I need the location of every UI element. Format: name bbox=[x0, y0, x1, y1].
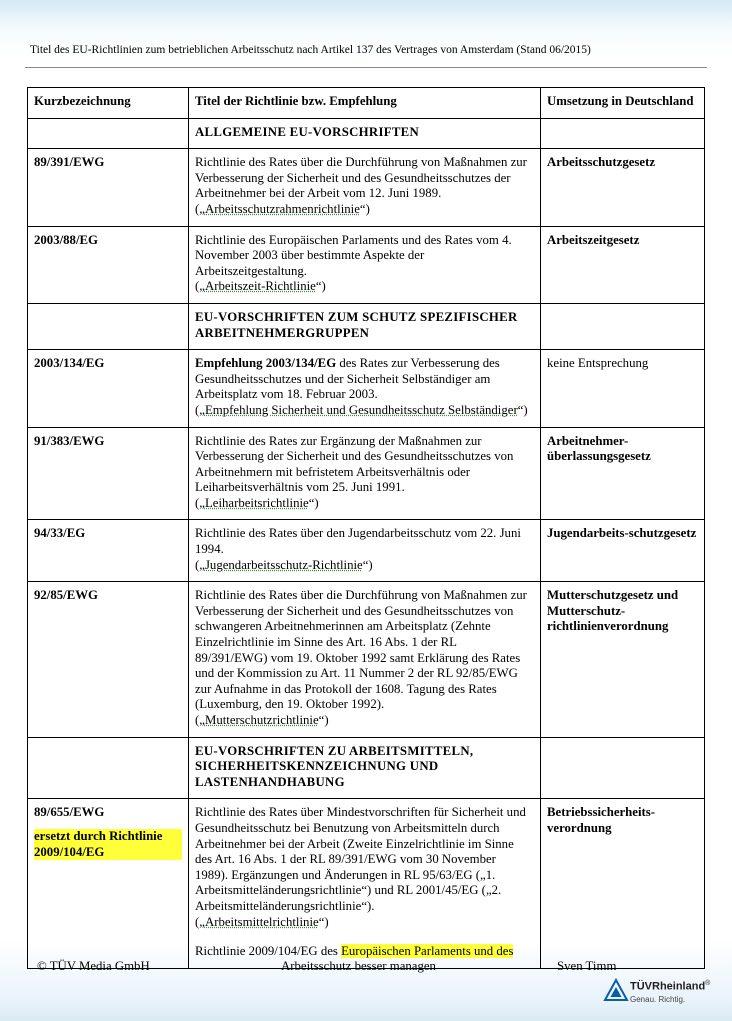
directive-code: 2003/88/EG bbox=[28, 226, 189, 303]
german-implementation: Jugendarbeits-schutzgesetz bbox=[541, 520, 705, 582]
directive-short-name: Arbeitsschutzrahmenrichtlinie bbox=[204, 201, 360, 216]
section-row bbox=[28, 737, 705, 799]
directive-description: Richtlinie des Europäischen Parlaments und des Rates vom 4. November 2003 über bestimmte Aspekte der Arbeitszeitgestaltung. („Arbeitszeit-Richtlinie“) bbox=[189, 226, 541, 303]
directive-code: 92/85/EWG bbox=[28, 582, 189, 737]
section-row bbox=[28, 303, 705, 349]
logo-brand: TÜVRheinland® bbox=[630, 980, 711, 993]
column-header: Titel der Richtlinie bzw. Empfehlung bbox=[189, 88, 541, 119]
directive-short-name: Leiharbeitsrichtlinie bbox=[204, 495, 309, 510]
german-implementation: Arbeitsschutzgesetz bbox=[541, 149, 705, 226]
column-header: Kurzbezeichnung bbox=[28, 88, 189, 119]
directive-description: Richtlinie des Rates über den Jugendarbeitsschutz vom 22. Juni 1994. („Jugendarbeitsschutz-Richtlinie“) bbox=[189, 520, 541, 582]
german-implementation: Arbeitszeitgesetz bbox=[541, 226, 705, 303]
page-header: Titel des EU-Richtlinien zum betrieblichen Arbeitsschutz nach Artikel 137 des Vertrages von Amsterdam (Stand 06/2015) bbox=[30, 44, 591, 56]
directive-code: 89/391/EWG bbox=[28, 149, 189, 226]
directive-description: Richtlinie des Rates über die Durchführung von Maßnahmen zur Verbesserung der Sicherheit und des Gesundheitsschutzes von schwangeren Arbeitnehmerinnen am Arbeitsplatz (Zehnte Einzelrichtlinie im Sinne des Art. 16 Abs. 1 der RL 89/391/EWG) vom 19. Oktober 1992 samt Erklärung des Rates und der Kommission zu Art. 11 Nummer 2 der RL 92/85/EWG zur Aufnahme in das Protokoll der 1608. Tagung des Rates (Luxemburg, den 19. Oktober 1992). („Mutterschutzrichtlinie“) bbox=[189, 582, 541, 737]
footer-slogan: Arbeitsschutz besser managen bbox=[281, 959, 436, 973]
german-implementation: keine Entsprechung bbox=[541, 350, 705, 427]
directive-short-name: Mutterschutzrichtlinie bbox=[204, 713, 319, 727]
directive-description: Richtlinie des Rates über die Durchführung von Maßnahmen zur Verbesserung der Sicherheit und des Gesundheitsschutzes der Arbeitnehmer bei der Arbeit vom 12. Juni 1989. („Arbeitsschutzrahmenrichtlinie“) bbox=[189, 149, 541, 226]
table-row bbox=[28, 226, 705, 303]
directive-description-continued: Richtlinie 2009/104/EG des Europäischen Parlaments und des bbox=[195, 944, 514, 959]
section-title: EU-VORSCHRIFTEN ZUM SCHUTZ SPEZIFISCHER ARBEITNEHMERGRUPPEN bbox=[189, 303, 541, 349]
triangle-logo-icon bbox=[604, 979, 628, 1001]
directive-description: Richtlinie des Rates über Mindestvorschriften für Sicherheit und Gesundheitsschutz bei Benutzung von Arbeitsmitteln durch Arbeitnehmer bei der Arbeit (Zweite Einzelrichtlinie im Sinne des Art. 16 Abs. 1 der RL 89/391/EWG vom 30 November 1989). Ergänzungen und Änderungen in RL 95/63/EG („1. Arbeitsmitteländerungsrichtlinie“) und RL 2001/45/EG („2. Arbeitsmitteländerungsrichtlinie“). („Arbeitsmittelrichtlinie“) Richtlinie 2009/104/EG des Europäischen Parlaments und des bbox=[189, 799, 541, 968]
section-row bbox=[28, 118, 705, 149]
section-title: EU-VORSCHRIFTEN ZU ARBEITSMITTELN, SICHERHEITSKENNZEICHNUNG UND LASTENHANDHABUNG bbox=[189, 737, 541, 799]
directive-short-name: Jugendarbeitsschutz-Richtlinie bbox=[204, 557, 363, 572]
german-implementation: Arbeitnehmer-überlassungsgesetz bbox=[541, 427, 705, 520]
directive-short-name: Arbeitsmittelrichtlinie bbox=[204, 914, 319, 929]
logo-slogan: Genau. Richtig. bbox=[630, 995, 686, 1004]
directive-code: 94/33/EG bbox=[28, 520, 189, 582]
document-body bbox=[27, 87, 704, 959]
table-row bbox=[28, 520, 705, 582]
directive-code: 89/655/EWG ersetzt durch Richtlinie 2009/104/EG bbox=[28, 799, 189, 968]
directive-code: 2003/134/EG bbox=[28, 350, 189, 427]
german-implementation: Betriebssicherheits-verordnung bbox=[541, 799, 705, 968]
table-row bbox=[28, 582, 705, 737]
tuv-rheinland-logo bbox=[604, 977, 714, 1011]
table-row bbox=[28, 427, 705, 520]
german-implementation: Mutterschutzgesetz und Mutterschutz-richtlinienverordnung bbox=[541, 582, 705, 737]
directive-code: 91/383/EWG bbox=[28, 427, 189, 520]
directive-description: Empfehlung 2003/134/EG des Rates zur Verbesserung des Gesundheitsschutzes und der Sicherheit Selbständiger am Arbeitsplatz vom 18. Februar 2003. („Empfehlung Sicherheit und Gesundheitsschutz Selbständiger“) bbox=[189, 350, 541, 427]
directive-short-name: Empfehlung Sicherheit und Gesundheitsschutz Selbständiger bbox=[204, 402, 518, 417]
table-header-row bbox=[28, 88, 705, 119]
column-header: Umsetzung in Deutschland bbox=[541, 88, 705, 119]
table-row bbox=[28, 799, 705, 968]
footer-copyright: © TÜV Media GmbH bbox=[37, 959, 150, 973]
section-title: ALLGEMEINE EU-VORSCHRIFTEN bbox=[189, 118, 541, 149]
table-row bbox=[28, 149, 705, 226]
footer-author: Sven Timm bbox=[557, 959, 617, 973]
replacement-note: ersetzt durch Richtlinie 2009/104/EG bbox=[34, 829, 182, 860]
directive-short-name: Arbeitszeit-Richtlinie bbox=[204, 279, 316, 294]
header-divider bbox=[25, 67, 707, 68]
directives-table bbox=[27, 87, 705, 969]
table-row bbox=[28, 350, 705, 427]
directive-description: Richtlinie des Rates zur Ergänzung der Maßnahmen zur Verbesserung der Sicherheit und des Gesundheitsschutzes von Arbeitnehmern mit befristetem Arbeitsverhältnis oder Leiharbeitsverhältnis vom 25. Juni 1991. („Leiharbeitsrichtlinie“) bbox=[189, 427, 541, 520]
